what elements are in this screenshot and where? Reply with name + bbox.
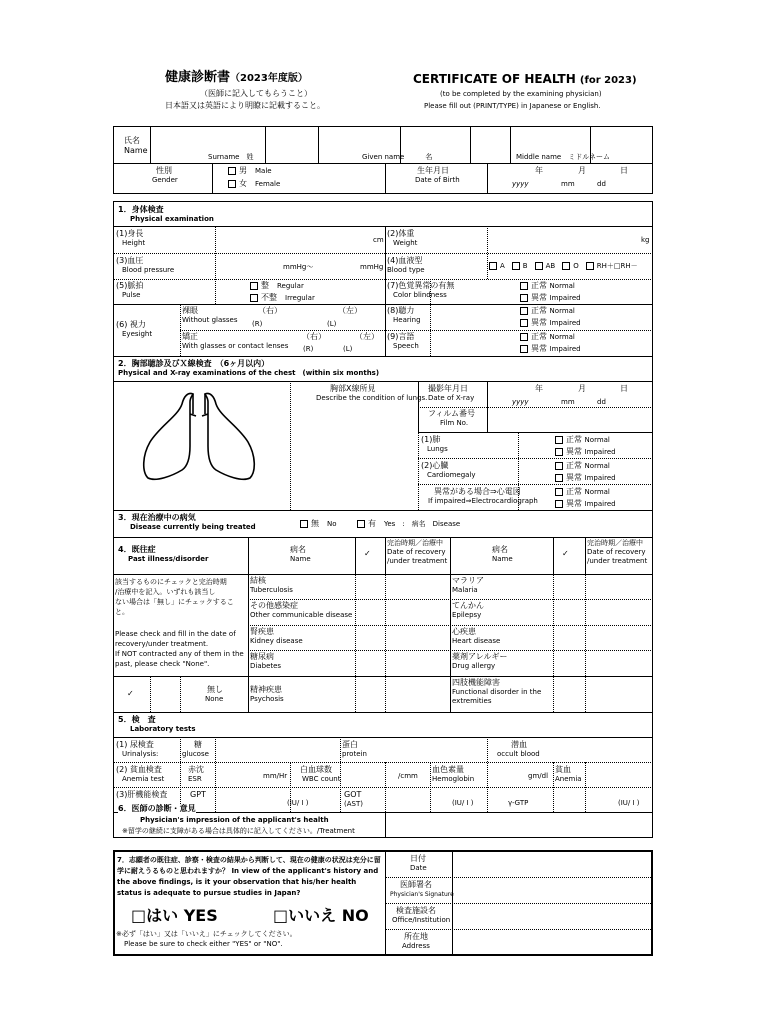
yes-no-note-jp: ※必ず「はい」又は「いいえ」にチェックしてください。 [116,930,297,938]
naked-right: (R) [252,320,263,328]
ggtp-unit: (IU/ I ) [618,799,640,807]
film-no-label: フィルム番号 Film No. [428,409,476,427]
color-impaired-checkbox[interactable]: 異常 Impaired [520,293,581,303]
lungs-label: (1)肺 Lungs [421,435,448,453]
subtitle-jp-1: （医師に記入してもらうこと） [200,89,312,98]
title-en: CERTIFICATE OF HEALTH (for 2023) [413,72,637,86]
speech-normal-checkbox[interactable]: 正常 Normal [520,332,575,342]
ecg-label: 異常がある場合⇒心電図 If impaired⇒Electrocardiograph [428,487,538,505]
corrected-right: (R) [303,345,314,353]
none-label: 無し None [205,685,224,703]
male-checkbox[interactable]: 男 Male [228,166,272,176]
yes-checkbox[interactable]: □はい YES [131,906,218,925]
urinalysis-label: (1) 尿検査 Urinalysis: [116,740,159,758]
xray-findings-label: 胸部X線所見 Describe the condition of lungs. [316,384,428,402]
esr-label: 赤沈 ESR [188,765,204,783]
blood-type-label: (4)血液型 Blood type [387,256,425,274]
wbc-unit: /cmm [398,772,418,780]
physician-impression-label: Physician's impression of the applicant's health [140,816,329,824]
no-checkbox[interactable]: □いいえ NO [273,906,369,925]
lungs-normal-checkbox[interactable]: 正常 Normal [555,435,610,445]
lungs-impaired-checkbox[interactable]: 異常 Impaired [555,447,616,457]
lungs-diagram [138,386,260,484]
section6-title: 6．医師の診断・意見 [118,804,196,813]
section7-question: 7．志願者の既往症、診察・検査の結果から判断して、現在の健康の状況は充分に留学に耐えうるものと思われますか？ In view of the applicant's history and the above findings, is it your observation that his/her health status is adequate to pursue studies in Japan? [117,856,381,897]
corrected-left-jp: （左） [355,332,379,341]
xray-date-label: 撮影年月日 Date of X-ray [428,384,475,402]
yes-no-note-en: Please be sure to check either "YES" or "NO". [124,940,283,948]
xray-month-jp: 月 [578,384,586,393]
protein-label: 蛋白 protein [342,740,367,758]
office-label: 検査施設名 Office/Institution [392,906,451,924]
section5-title: 5．検 査 Laboratory tests [118,715,196,733]
hemoglobin-unit: gm/dl [528,772,549,780]
female-checkbox[interactable]: 女 Female [228,179,280,189]
epilepsy-row: てんかん Epilepsy [452,601,484,619]
ecg-impaired-checkbox[interactable]: 異常 Impaired [555,499,616,509]
current-disease-yes-checkbox[interactable]: 有 Yes : 病名 Disease [357,519,460,529]
malaria-row: マラリア Malaria [452,576,484,594]
xray-yyyy: yyyy [512,398,529,406]
dob-mm: mm [561,180,575,188]
dob-day-jp: 日 [620,166,628,175]
xray-day-jp: 日 [620,384,628,393]
date-label: 日付 Date [410,854,427,872]
ecg-normal-checkbox[interactable]: 正常 Normal [555,487,610,497]
surname-label: Surname 姓 [208,153,254,161]
recovery-header-left: 完治時期／治療中 Date of recovery /under treatment [387,539,448,565]
pulse-regular-checkbox[interactable]: 整 Regular [250,281,304,291]
corrected-right-jp: （右） [302,332,326,341]
kidney-disease-row: 腎疾患 Kidney disease [250,627,303,645]
weight-label: (2)体重 Weight [387,229,418,247]
glucose-label: 糖 glucose [182,740,209,758]
naked-right-jp: （右） [258,306,282,315]
psychosis-row: 精神疾患 Psychosis [250,685,284,703]
esr-unit: mm/Hr [263,772,288,780]
blood-type-options[interactable]: A B AB O RH＋□RH－ [489,262,638,271]
dob-label: 生年月日 Date of Birth [415,166,460,184]
xray-year-jp: 年 [535,384,543,393]
disease-header-left: 病名 Name [290,545,311,563]
recovery-header-right: 完治時期／治療中 Date of recovery /under treatment [587,539,648,565]
check-header-right: ✓ [562,549,569,558]
heart-disease-row: 心疾患 Heart disease [452,627,501,645]
dob-year-jp: 年 [535,166,543,175]
subtitle-en-2: Please fill out (PRINT/TYPE) in Japanese or English. [424,102,601,110]
xray-dd: dd [597,398,606,406]
hemoglobin-label: 血色素量 Hemoglobin [432,765,475,783]
tuberculosis-row: 結核 Tuberculosis [250,576,293,594]
dob-dd: dd [597,180,606,188]
anemia-label: 貧血 Anemia [555,765,582,783]
disease-header-right: 病名 Name [492,545,513,563]
drug-allergy-row: 薬剤アレルギー Drug allergy [452,652,508,670]
eyesight-label: (6) 視力 Eyesight [116,320,153,338]
subtitle-jp-2: 日本語又は英語により明瞭に記載すること。 [165,101,325,110]
gpt-label: GPT [190,790,206,799]
none-check-mark[interactable]: ✓ [127,689,134,698]
title-jp: 健康診断書（2023年度版） [165,70,308,85]
xray-mm: mm [561,398,575,406]
color-blindness-label: (7)色覚異常の有無 Color blindness [387,281,455,299]
pulse-irregular-checkbox[interactable]: 不整 Irregular [250,293,315,303]
hearing-impaired-checkbox[interactable]: 異常 Impaired [520,318,581,328]
name-label: 氏名 Name [124,136,148,155]
gpt-unit: (IU/ I ) [287,799,309,807]
hearing-normal-checkbox[interactable]: 正常 Normal [520,306,575,316]
color-normal-checkbox[interactable]: 正常 Normal [520,281,575,291]
cardiomegaly-label: (2)心臓 Cardiomegaly [421,461,476,479]
anemia-test-label: (2) 貧血検査 Anemia test [116,765,165,783]
naked-left: (L) [327,320,337,328]
physician-impression-note: ※留学の継続に支障がある場合は具体的に記入してください。/Treatment [122,827,355,835]
wbc-label: 白血球数 WBC count [300,765,341,783]
other-communicable-row: その他感染症 Other communicable disease [250,601,353,619]
got-label: GOT (AST) [344,790,363,808]
diabetes-row: 糖尿病 Diabetes [250,652,282,670]
physician-signature-label: 医師署名 Physician's Signature [390,880,454,898]
dob-month-jp: 月 [578,166,586,175]
bp-unit-1: mmHg〜 [283,263,314,271]
given-name-label: Given name 名 [362,153,433,161]
section4-title: 4．既往症 Past illness/disorder [118,545,209,563]
pulse-label: (5)脈拍 Pulse [116,281,144,299]
naked-eye-label: 裸眼 Without glasses [182,306,238,324]
blood-pressure-label: (3)血圧 Blood pressure [116,256,175,274]
check-header-left: ✓ [364,549,371,558]
address-label: 所在地 Address [402,932,430,950]
subtitle-en-1: (to be completed by the examining physician) [440,90,602,98]
current-disease-no-checkbox[interactable]: 無 No [300,519,337,529]
middle-name-label: Middle name ミドルネーム [516,153,610,161]
extremities-row: 四肢機能障害 Functional disorder in the extremities [452,678,542,705]
section2-title: 2．胸部聴診及びＸ線検査 （6ヶ月以内） Physical and X-ray examinations of the chest (within six months) [118,359,380,377]
cardio-normal-checkbox[interactable]: 正常 Normal [555,461,610,471]
got-unit: (IU/ I ) [452,799,474,807]
liver-function-label: (3)肝機能検査 [116,790,168,799]
occult-blood-label: 潜血 occult blood [497,740,540,758]
corrected-label: 矯正 With glasses or contact lenses [182,332,289,350]
dob-yyyy: yyyy [512,180,529,188]
cardio-impaired-checkbox[interactable]: 異常 Impaired [555,473,616,483]
gender-label: 性別 Gender [152,166,178,184]
bp-unit-2: mmHg [360,263,384,271]
past-illness-instructions-en: Please check and fill in the date of recovery/under treatment. If NOT contracted any of them in the past, please check "None". [115,630,244,668]
weight-unit: kg [641,236,650,244]
hearing-label: (8)聴力 Hearing [387,306,421,324]
section3-title: 3．現在治療中の病気 Disease currently being treated [118,513,256,531]
corrected-left: (L) [343,345,353,353]
past-illness-instructions-jp: 該当するものにチェックと完治時期 /治療中を記入。いずれも該当し ない場合は「無し」にチェックするこ と。 [115,578,234,616]
speech-impaired-checkbox[interactable]: 異常 Impaired [520,344,581,354]
naked-left-jp: （左） [338,306,362,315]
section1-title: 1．身体検査 Physical examination [118,205,214,223]
ggtp-label: γ-GTP [508,799,529,807]
height-label: (1)身長 Height [116,229,146,247]
speech-label: (9)言語 Speech [387,332,419,350]
height-unit: cm [373,236,384,244]
